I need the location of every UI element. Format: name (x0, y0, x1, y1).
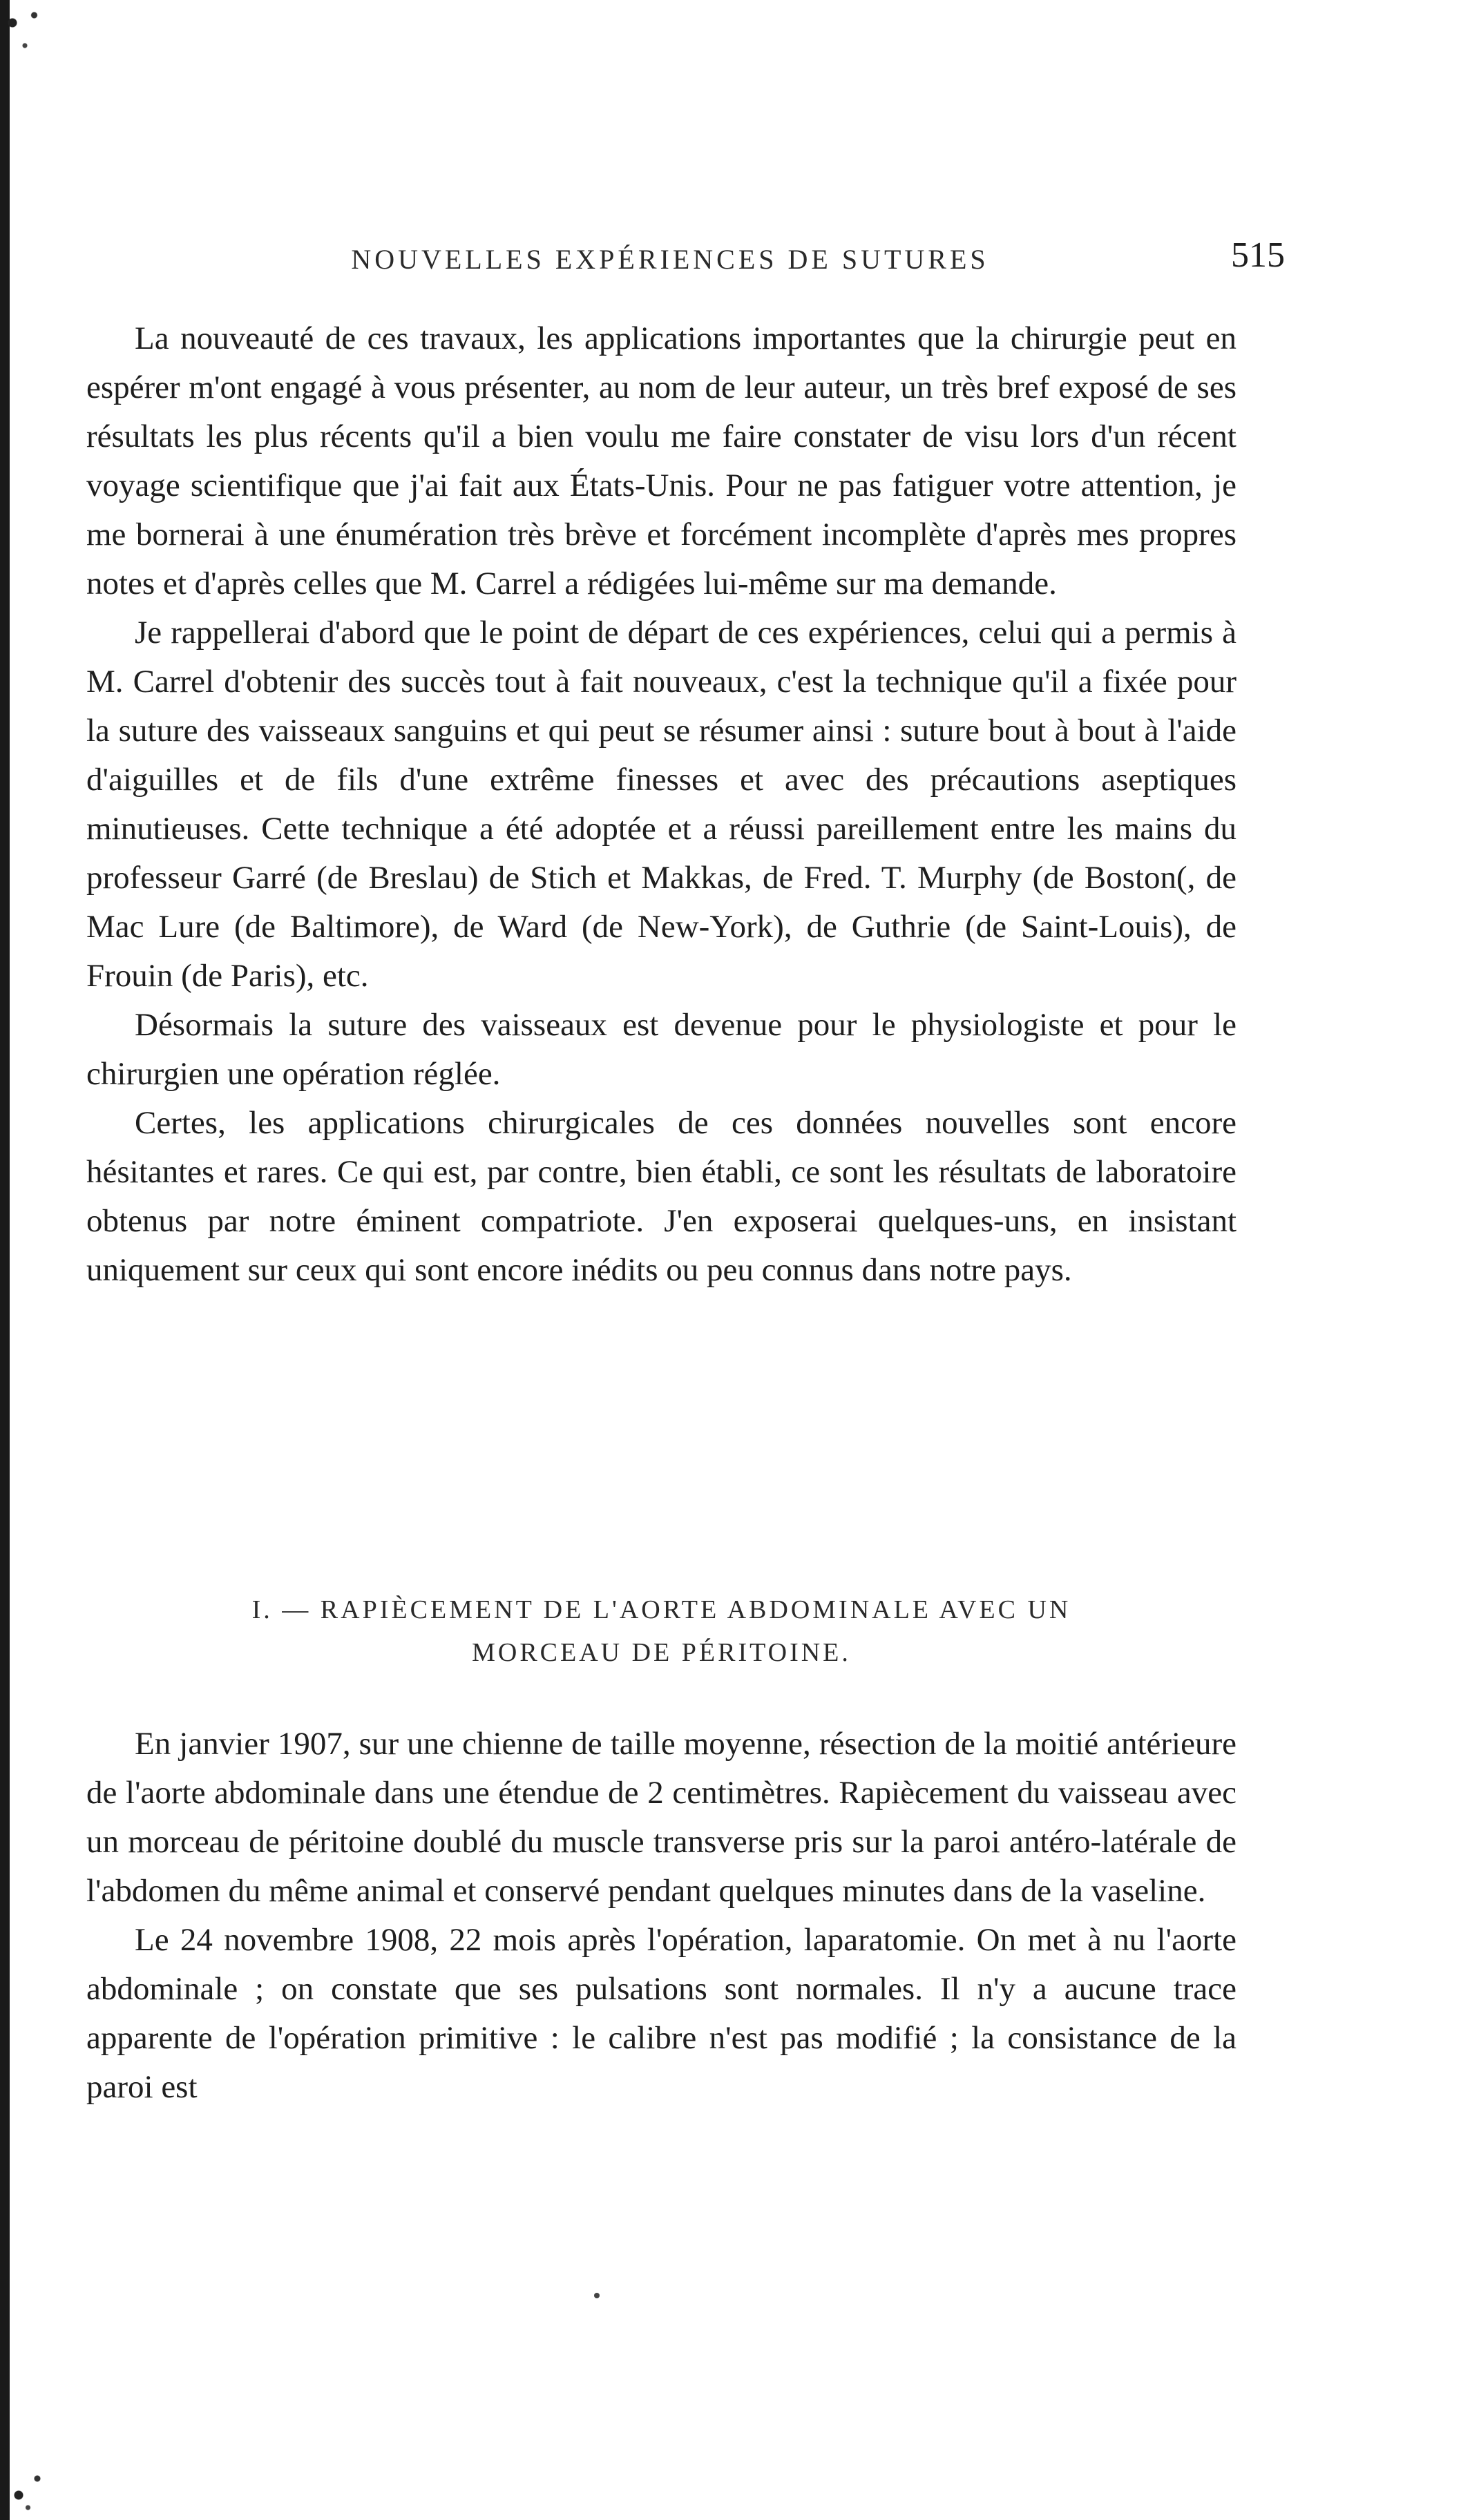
paragraph-2: Je rappellerai d'abord que le point de départ de ces expériences, celui qui a permis à M. Carrel d'obtenir des succès tout à fait nouveaux, c'est la technique qu'il a fixée pour la suture des vaisseaux sanguins et qui peut se résumer ainsi : suture bout à bout à l'aide d'aiguilles et de fils d'une extrême finesses et avec des précautions aseptiques minutieuses. Cette technique a été adoptée et a réussi pareillement entre les mains du professeur Garré (de Breslau) de Stich et Makkas, de Fred. T. Murphy (de Boston(, de Mac Lure (de Baltimore), de Ward (de New-York), de Guthrie (de Saint-Louis), de Frouin (de Paris), etc. (86, 615, 1236, 994)
scan-artifact-bottom (0, 2437, 62, 2520)
page-number: 515 (1231, 235, 1285, 275)
section-paragraph-1: En janvier 1907, sur une chienne de taille moyenne, résection de la moitié antérieure de l'aorte abdominale dans une étendue de 2 centimètres. Rapiècement du vaisseau avec un morceau de péritoine doublé du muscle transverse pris sur la paroi antéro-latérale de l'abdomen du même animal et conservé pendant quelques minutes dans de la vaseline. (86, 1726, 1236, 1909)
section-heading-line-2: MORCEAU DE PÉRITOINE. (472, 1638, 851, 1667)
paragraph-3: Désormais la suture des vaisseaux est devenue pour le physiologiste et pour le chirurgien une opération réglée. (86, 1007, 1236, 1092)
section-paragraph-2: Le 24 novembre 1908, 22 mois après l'opération, laparatomie. On met à nu l'aorte abdominale ; on constate que ses pulsations sont normales. Il n'y a aucune trace apparente de l'opération primitive : le calibre n'est pas modifié ; la consistance de la paroi est (86, 1922, 1236, 2105)
section-heading-line-1: I. — RAPIÈCEMENT DE L'AORTE ABDOMINALE AVEC UN (251, 1595, 1071, 1624)
paragraph-1: La nouveauté de ces travaux, les applications importantes que la chirurgie peut en espérer m'ont engagé à vous présenter, au nom de leur auteur, un très bref exposé de ses résultats les plus récents qu'il a bien voulu me faire constater de visu lors d'un récent voyage scientifique que j'ai fait aux États-Unis. Pour ne pas fatiguer votre attention, je me bornerai à une énumération très brève et forcément incomplète d'après mes propres notes et d'après celles que M. Carrel a rédigées lui-même sur ma demande. (86, 320, 1236, 602)
ink-speck (594, 2293, 600, 2298)
paragraph-4: Certes, les applications chirurgicales de ces données nouvelles sont encore hésitantes et rares. Ce qui est, par contre, bien établi, ce sont les résultats de laboratoire obtenus par notre éminent compatriote. J'en exposerai quelques-uns, en insistant uniquement sur ceux qui sont encore inédits ou peu connus dans notre pays. (86, 1105, 1236, 1288)
section-heading (86, 1588, 1236, 1674)
body-text (86, 314, 1236, 1295)
section-body-text (86, 1720, 1236, 2112)
running-title: NOUVELLES EXPÉRIENCES DE SUTURES (351, 244, 989, 275)
scan-artifact-top (0, 0, 62, 76)
page-binding-edge (0, 0, 10, 2520)
